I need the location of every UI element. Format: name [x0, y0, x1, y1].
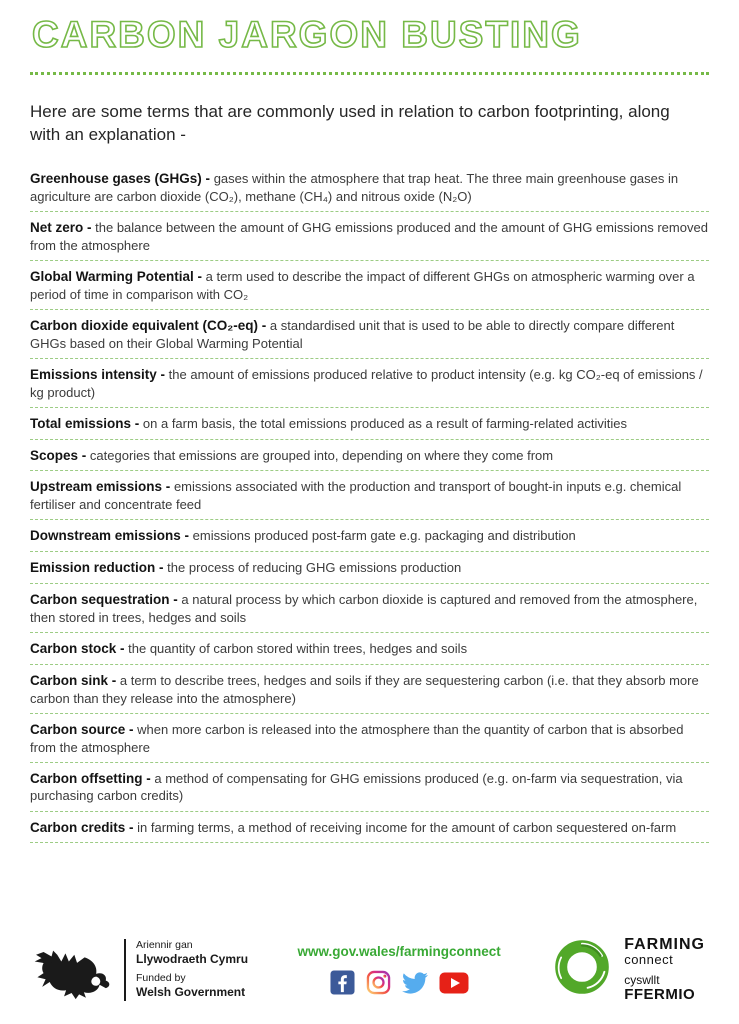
- term-entry: [30, 812, 709, 844]
- terms-list: [30, 163, 709, 844]
- instagram-icon[interactable]: [366, 970, 391, 995]
- term-label: Net zero -: [30, 219, 92, 235]
- term-entry: [30, 310, 709, 359]
- term-definition: categories that emissions are grouped into, depending on where they come from: [89, 447, 554, 463]
- term-label: Emissions intensity -: [30, 366, 166, 382]
- ffermio-label: FFERMIO: [624, 985, 696, 1003]
- term-definition: in farming terms, a method of receiving income for the amount of carbon sequestered on-farm: [137, 819, 677, 835]
- term-label: Carbon offsetting -: [30, 770, 151, 786]
- facebook-icon[interactable]: [330, 970, 355, 995]
- term-definition: a term to describe trees, hedges and soils if they are sequestering carbon (i.e. that they absorb more carbon than they release into the atmosphere): [30, 672, 699, 706]
- welsh-dragon-icon: [34, 933, 116, 1006]
- youtube-icon[interactable]: [439, 972, 469, 994]
- dotted-divider: [30, 72, 709, 75]
- term-definition: the amount of emissions produced relative to product intensity (e.g. kg CO₂-eq of emissions / kg product): [30, 366, 703, 400]
- term-entry: [30, 763, 709, 812]
- term-definition: a natural process by which carbon dioxide is captured and removed from the atmosphere, then stored in trees, hedges and soils: [30, 591, 698, 625]
- term-entry: [30, 633, 709, 665]
- logo-divider: [124, 939, 126, 1001]
- term-entry: [30, 552, 709, 584]
- term-entry: [30, 212, 709, 261]
- term-definition: on a farm basis, the total emissions produced as a result of farming-related activities: [142, 415, 628, 431]
- term-definition: emissions produced post-farm gate e.g. packaging and distribution: [192, 528, 576, 544]
- cyswllt-label: cyswllt: [624, 973, 660, 988]
- welsh-government-text: [136, 939, 248, 1000]
- term-entry: [30, 359, 709, 408]
- term-entry: [30, 163, 709, 212]
- term-definition: the balance between the amount of GHG emissions produced and the amount of GHG emissions removed from the atmosphere: [30, 219, 708, 253]
- intro-text: Here are some terms that are commonly used in relation to carbon footprinting, along with an explanation -: [30, 102, 670, 144]
- funded-by-welsh: Ariennir gan: [136, 938, 193, 951]
- connect-label: connect: [624, 952, 674, 968]
- term-label: Total emissions -: [30, 415, 140, 431]
- footer-links: [297, 944, 500, 996]
- welsh-gov-name-en: Welsh Government: [136, 985, 246, 1000]
- term-entry: [30, 408, 709, 440]
- term-label: Downstream emissions -: [30, 528, 190, 544]
- term-label: Carbon stock -: [30, 640, 125, 656]
- farming-connect-url[interactable]: www.gov.wales/farmingconnect: [297, 943, 501, 959]
- farming-label: FARMING: [624, 935, 705, 953]
- term-entry: [30, 440, 709, 472]
- term-entry: [30, 714, 709, 763]
- term-entry: [30, 261, 709, 310]
- term-entry: [30, 665, 709, 714]
- farming-connect-swirl-icon: [550, 935, 614, 1004]
- term-entry: [30, 471, 709, 520]
- twitter-icon[interactable]: [402, 970, 428, 996]
- social-icons: [330, 970, 469, 996]
- term-definition: the process of reducing GHG emissions production: [167, 560, 462, 576]
- term-definition: when more carbon is released into the atmosphere than the quantity of carbon that is absorbed from the atmosphere: [30, 721, 684, 755]
- term-label: Global Warming Potential -: [30, 268, 203, 284]
- welsh-government-logo: [34, 933, 248, 1006]
- term-label: Carbon credits -: [30, 819, 134, 835]
- footer: [30, 933, 709, 1010]
- page-title: CARBON JARGON BUSTING: [32, 14, 582, 55]
- farming-connect-logo: [550, 935, 705, 1004]
- term-definition: gases within the atmosphere that trap heat. The three main greenhouse gases in agriculture are carbon dioxide (CO₂), methane (CH₄) and nitrous oxide (N₂O): [30, 170, 679, 204]
- term-label: Upstream emissions -: [30, 479, 171, 495]
- term-entry: [30, 520, 709, 552]
- term-label: Carbon sequestration -: [30, 591, 178, 607]
- term-label: Scopes -: [30, 447, 87, 463]
- term-definition: a standardised unit that is used to be able to directly compare different GHGs based on their Global Warming Potential: [30, 317, 675, 351]
- term-label: Carbon dioxide equivalent (CO₂-eq) -: [30, 317, 267, 333]
- term-label: Carbon source -: [30, 721, 134, 737]
- welsh-gov-name-cy: Llywodraeth Cymru: [136, 952, 249, 966]
- term-definition: the quantity of carbon stored within trees, hedges and soils: [128, 640, 468, 656]
- term-definition: emissions associated with the production and transport of bought-in inputs e.g. chemical fertiliser and concentrate feed: [30, 479, 682, 513]
- term-label: Greenhouse gases (GHGs) -: [30, 170, 211, 186]
- term-definition: a method of compensating for GHG emissions produced (e.g. on-farm via sequestration, via purchasing carbon credits): [30, 770, 683, 804]
- term-label: Carbon sink -: [30, 672, 117, 688]
- funded-by-english: Funded by: [136, 972, 186, 984]
- term-definition: a term used to describe the impact of different GHGs on atmospheric warming over a period of time in comparison with CO₂: [30, 268, 695, 302]
- term-entry: [30, 584, 709, 633]
- farming-connect-text: [624, 937, 705, 1003]
- term-label: Emission reduction -: [30, 560, 164, 576]
